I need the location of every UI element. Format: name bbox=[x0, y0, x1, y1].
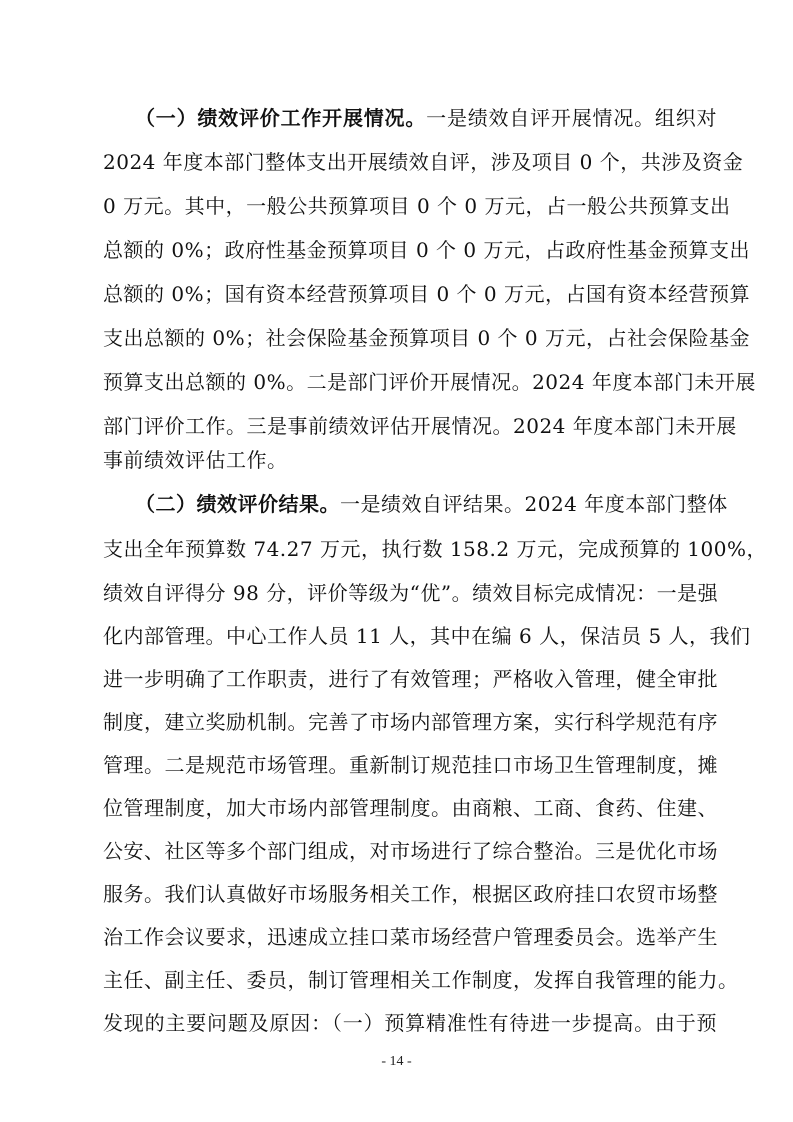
section2-line-10: 服务。我们认真做好市场服务相关工作，根据区政府挂口农贸市场整 bbox=[103, 882, 718, 906]
section2-line-9: 公安、社区等多个部门组成，对市场进行了综合整治。三是优化市场 bbox=[103, 839, 718, 863]
section2-line-5: 进一步明确了工作职责，进行了有效管理；严格收入管理，健全审批 bbox=[103, 667, 718, 691]
section2-line-1 bbox=[135, 482, 728, 526]
section1-line-7: 预算支出总额的 0%。二是部门评价开展情况。2024 年度本部门未开展 bbox=[103, 370, 756, 394]
section2-line-8: 位管理制度，加大市场内部管理制度。由商粮、工商、食药、住建、 bbox=[103, 796, 718, 820]
section2-line-3: 绩效自评得分 98 分，评价等级为“优”。绩效目标完成情况：一是强 bbox=[103, 581, 719, 605]
section1-line-3: 0 万元。其中，一般公共预算项目 0 个 0 万元，占一般公共预算支出 bbox=[103, 194, 731, 218]
section1-line-9: 事前绩效评估工作。 bbox=[103, 448, 288, 472]
section2-line-11: 治工作会议要求，迅速成立挂口菜市场经营户管理委员会。选举产生 bbox=[103, 925, 718, 949]
page-number: - 14 - bbox=[381, 1054, 412, 1069]
section2-line-13: 发现的主要问题及原因：（一）预算精准性有待进一步提高。由于预 bbox=[103, 1011, 717, 1035]
section2-line-6: 制度，建立奖励机制。完善了市场内部管理方案，实行科学规范有序 bbox=[103, 710, 718, 734]
section2-line-12: 主任、副主任、委员，制订管理相关工作制度，发挥自我管理的能力。 bbox=[103, 968, 739, 992]
section1-line-5: 总额的 0%；国有资本经营预算项目 0 个 0 万元，占国有资本经营预算 bbox=[103, 282, 750, 306]
section1-heading: （一）绩效评价工作开展情况。 bbox=[135, 106, 427, 130]
section2-line-7: 管理。二是规范市场管理。重新制订规范挂口市场卫生管理制度，摊 bbox=[103, 753, 718, 777]
section1-line-1 bbox=[135, 96, 717, 140]
section1-line-4: 总额的 0%；政府性基金预算项目 0 个 0 万元，占政府性基金预算支出 bbox=[103, 238, 750, 262]
section1-line-6: 支出总额的 0%；社会保险基金预算项目 0 个 0 万元，占社会保险基金 bbox=[103, 326, 750, 350]
section1-line-8: 部门评价工作。三是事前绩效评估开展情况。2024 年度本部门未开展 bbox=[103, 414, 737, 438]
section2-heading: （二）绩效评价结果。 bbox=[135, 492, 340, 516]
section2-line-2: 支出全年预算数 74.27 万元，执行数 158.2 万元，完成预算的 100%， bbox=[103, 537, 767, 561]
section2-text-1: 一是绩效自评结果。2024 年度本部门整体 bbox=[340, 492, 728, 516]
section1-line-2: 2024 年度本部门整体支出开展绩效自评，涉及项目 0 个，共涉及资金 bbox=[103, 150, 744, 174]
section1-text-1: 一是绩效自评开展情况。组织对 bbox=[426, 106, 718, 130]
section2-line-4: 化内部管理。中心工作人员 11 人，其中在编 6 人，保洁员 5 人，我们 bbox=[103, 624, 751, 648]
